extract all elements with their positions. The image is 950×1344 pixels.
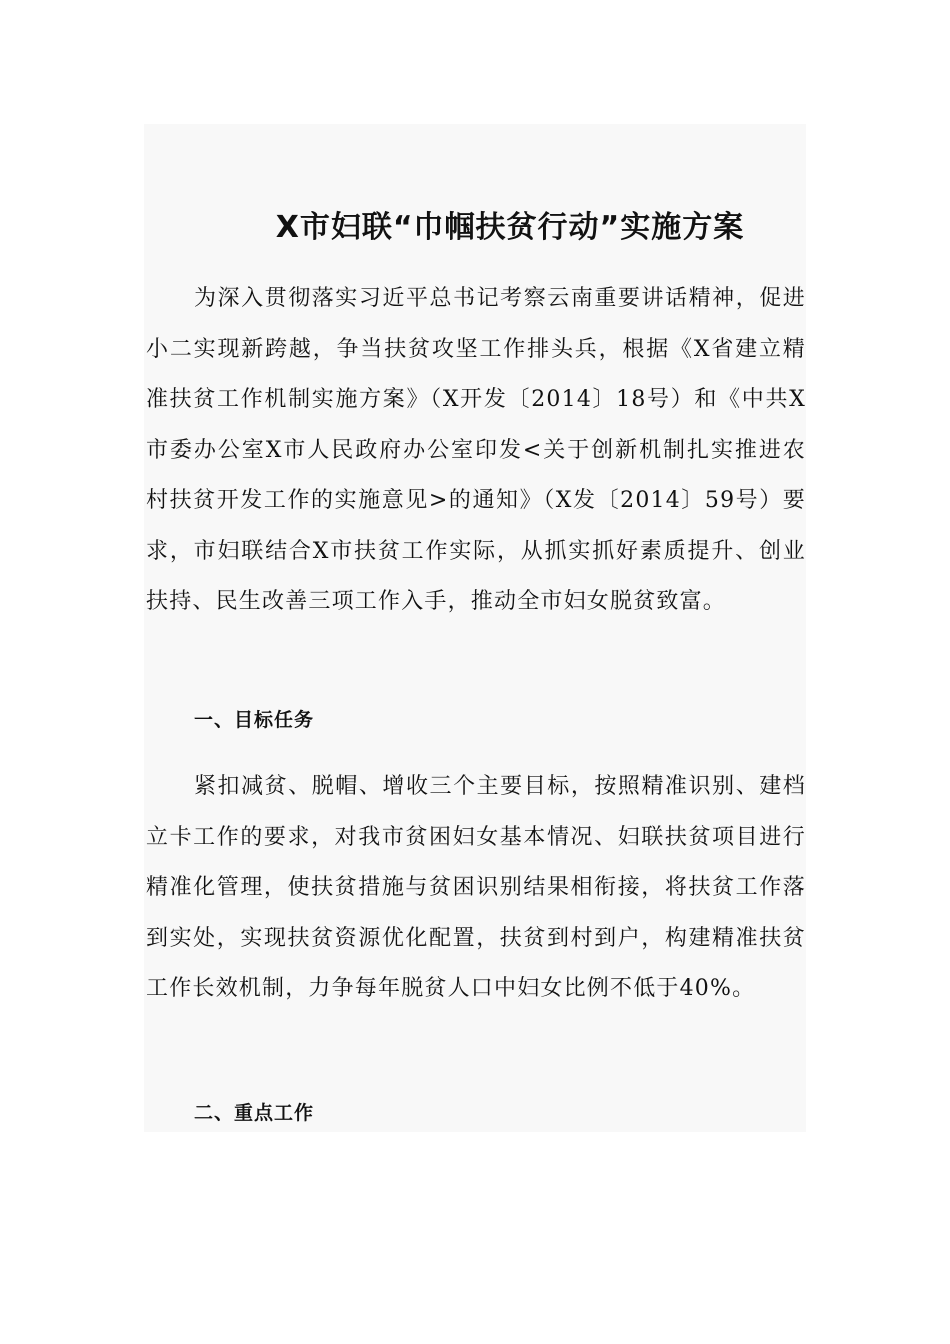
section-heading-key-work: 二、重点工作 xyxy=(194,1102,315,1124)
intro-paragraph: 为深入贯彻落实习近平总书记考察云南重要讲话精神，促进小二实现新跨越，争当扶贫攻坚工作排头兵，根据《X省建立精准扶贫工作机制实施方案》（X开发〔2014〕18号）和《中共X市委办公室X市人民政府办公室印发<关于创新机制扎实推进农村扶贫开发工作的实施意见>的通知》（X发〔2014〕59号）要求，市妇联结合X市扶贫工作实际，从抓实抓好素质提升、创业扶持、民生改善三项工作入手，推动全市妇女脱贫致富。 xyxy=(146,286,806,614)
document-title: X市妇联“巾帼扶贫行动”实施方案 xyxy=(275,210,745,245)
goals-paragraph: 紧扣减贫、脱帽、增收三个主要目标，按照精准识别、建档立卡工作的要求，对我市贫困妇女基本情况、妇联扶贫项目进行精准化管理，使扶贫措施与贫困识别结果相衔接，将扶贫工作落到实处，实现扶贫资源优化配置，扶贫到村到户，构建精准扶贫工作长效机制，力争每年脱贫人口中妇女比例不低于40%。 xyxy=(146,774,806,1001)
section-heading-goals: 一、目标任务 xyxy=(194,709,315,731)
document-page xyxy=(144,124,806,1132)
